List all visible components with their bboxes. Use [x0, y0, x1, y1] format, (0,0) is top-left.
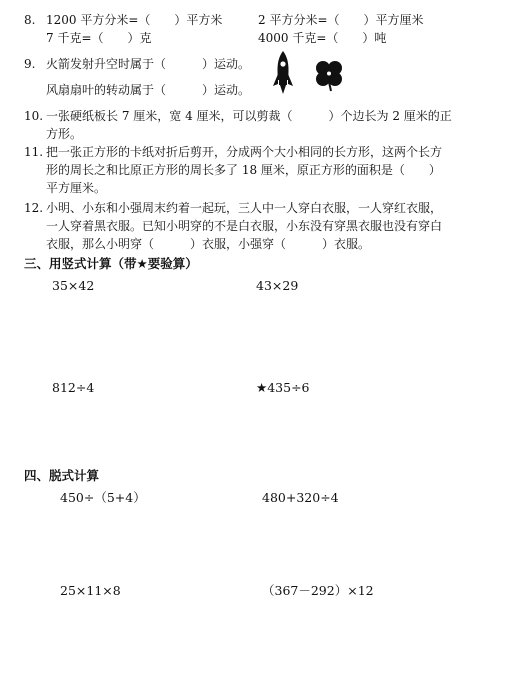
q8-number: 8.	[24, 13, 36, 27]
section3-problem-2: 43×29	[256, 278, 299, 293]
section3-problem-3: 812÷4	[52, 380, 95, 395]
section3-problem-1: 35×42	[52, 278, 95, 293]
q12-line1: 小明、小东和小强周末约着一起玩，三人中一人穿白衣服，一人穿红衣服，	[46, 201, 443, 215]
q12-number: 12.	[24, 201, 44, 215]
section4-heading: 四、脱式计算	[24, 468, 100, 483]
q11-line3: 平方厘米。	[46, 181, 107, 195]
q8-part3: 7 千克=（ ）克	[46, 31, 152, 45]
section3-heading: 三、用竖式计算（带★要验算）	[24, 256, 198, 271]
q11-line1: 把一张正方形的卡纸对折后剪开，分成两个大小相同的长方形，这两个长方	[46, 145, 443, 159]
q11-number: 11.	[24, 145, 44, 159]
q12-line2: 一人穿着黑衣服。已知小明穿的不是白衣服，小东没有穿黑衣服也没有穿白	[46, 219, 443, 233]
section3-problem-4: ★435÷6	[256, 380, 310, 395]
q8-part1: 1200 平方分米=（ ）平方米	[46, 13, 223, 27]
section4-problem-1: 450÷（5+4）	[60, 490, 146, 505]
section4-problem-3: 25×11×8	[60, 583, 121, 598]
fan-icon	[312, 58, 346, 92]
section4-problem-4: （367－292）×12	[262, 583, 374, 598]
rocket-icon	[272, 50, 294, 96]
q12-line3: 衣服，那么小明穿（ ）衣服，小强穿（ ）衣服。	[46, 237, 371, 251]
q9-line1: 火箭发射升空时属于（ ）运动。	[46, 57, 251, 71]
section4-problem-2: 480+320÷4	[262, 490, 339, 505]
q8-part2: 2 平方分米=（ ）平方厘米	[258, 13, 424, 27]
q8-part4: 4000 千克=（ ）吨	[258, 31, 387, 45]
q11-line2: 形的周长之和比原正方形的周长多了 18 厘米，原正方形的面积是（ ）	[46, 163, 441, 177]
q10-line1: 一张硬纸板长 7 厘米，宽 4 厘米，可以剪裁（ ）个边长为 2 厘米的正	[46, 109, 452, 123]
q10-line2: 方形。	[46, 127, 83, 141]
q10-number: 10.	[24, 109, 44, 123]
q9-line2: 风扇扇叶的转动属于（ ）运动。	[46, 83, 251, 97]
q9-number: 9.	[24, 57, 36, 71]
